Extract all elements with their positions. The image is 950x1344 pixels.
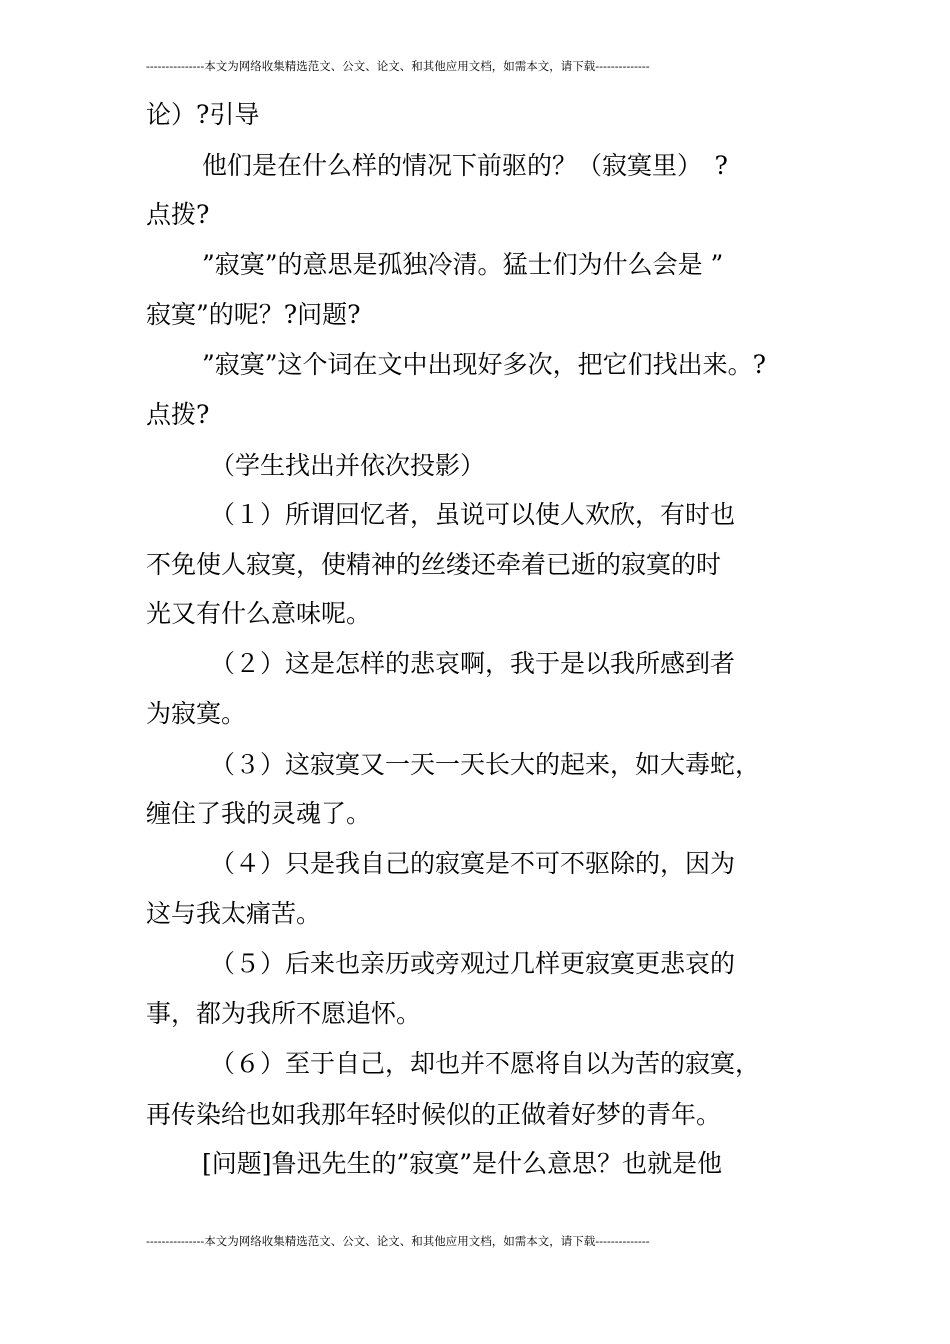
- body-line: 寂寞”的呢？?问题?: [146, 300, 361, 329]
- body-line: （２）这是怎样的悲哀啊，我于是以我所感到者: [210, 649, 736, 678]
- body-line: 为寂寞。: [146, 699, 247, 728]
- body-line: （５）后来也亲历或旁观过几样更寂寞更悲哀的: [210, 949, 736, 978]
- body-line: 事，都为我所不愿追怀。: [146, 999, 422, 1028]
- page-footer-note: ---------------本文为网络收集精选范文、公文、论文、和其他应用文档，如需本文，请下载--------------: [146, 1234, 650, 1248]
- body-line: 缠住了我的灵魂了。: [146, 799, 372, 828]
- body-line: 不免使人寂寞，使精神的丝缕还牵着已逝的寂寞的时: [146, 550, 722, 579]
- body-line: 他们是在什么样的情况下前驱的？（寂寞里） ?: [202, 151, 728, 180]
- body-line: 点拨?: [146, 200, 210, 229]
- page-header-note: ---------------本文为网络收集精选范文、公文、论文、和其他应用文档，如需本文，请下载--------------: [146, 59, 650, 73]
- body-line: （１）所谓回忆者，虽说可以使人欢欣，有时也: [210, 500, 736, 529]
- body-line: 点拨?: [146, 400, 210, 429]
- body-line: （学生找出并依次投影）: [210, 451, 486, 480]
- body-line: 光又有什么意味呢。: [146, 599, 372, 628]
- body-line: [问题]鲁迅先生的”寂寞”是什么意思？也就是他: [202, 1149, 723, 1178]
- body-line: （３）这寂寞又一天一天长大的起来，如大毒蛇，: [210, 750, 761, 779]
- body-line: ”寂寞”这个词在文中出现好多次，把它们找出来。?: [202, 350, 766, 379]
- body-line: 再传染给也如我那年轻时候似的正做着好梦的青年。: [146, 1100, 722, 1129]
- body-line: （４）只是我自己的寂寞是不可不驱除的，因为: [210, 849, 736, 878]
- body-line: 这与我太痛苦。: [146, 899, 322, 928]
- body-line: 论）?引导: [146, 100, 260, 129]
- body-line: （６）至于自己，却也并不愿将自以为苦的寂寞，: [210, 1049, 761, 1078]
- body-line: ”寂寞”的意思是孤独冷清。猛士们为什么会是 ”: [202, 250, 724, 279]
